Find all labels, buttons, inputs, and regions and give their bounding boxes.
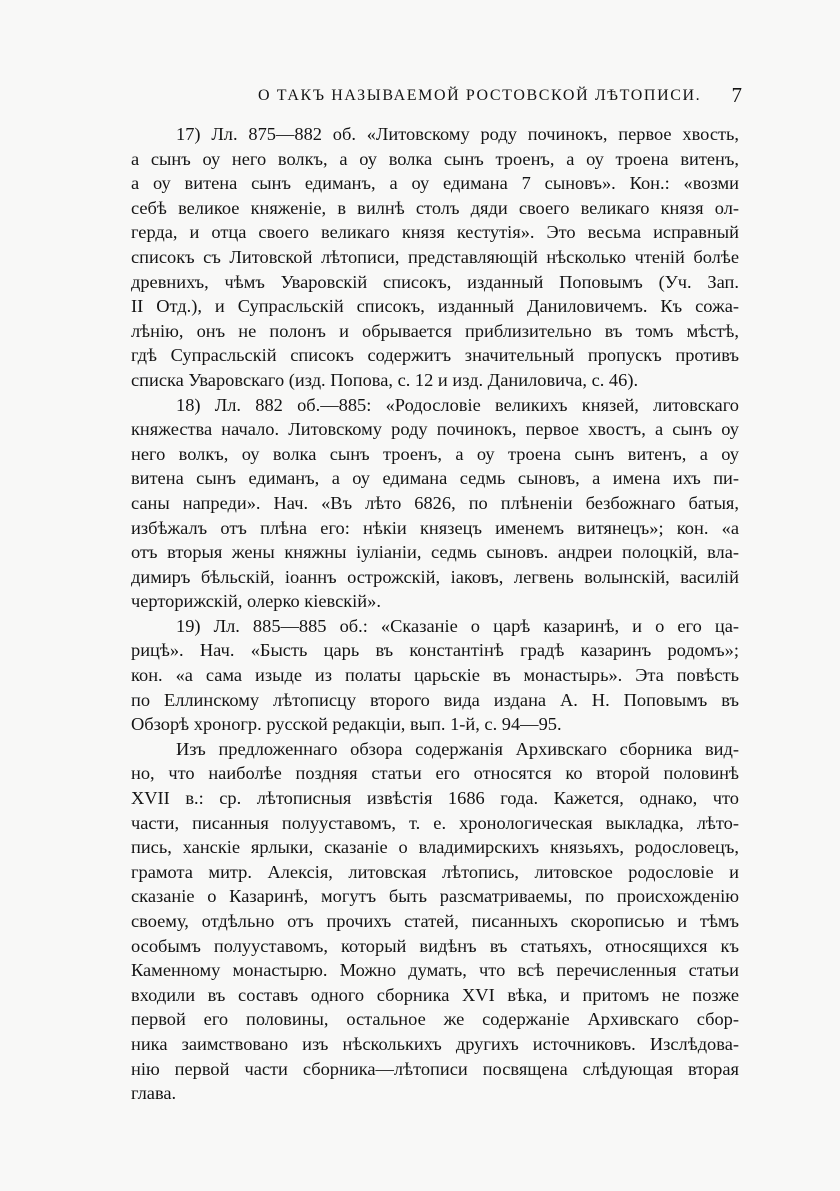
text-line: Обзорѣ хроногр. русской редакціи, вып. 1-й, с. 94—95.: [131, 714, 562, 735]
text-line: но, что наиболѣе поздняя статьи его относятся ко второй половинѣ: [131, 763, 739, 784]
text-line: отъ вторыя жены княжны іуліаніи, седмь сыновъ. андреи полоцкій, вла-: [131, 542, 739, 563]
body-text: [131, 122, 739, 1106]
text-line: черторижскій, олерко кіевскій».: [131, 591, 381, 612]
text-line: княжества начало. Литовскому роду починокъ, первое хвостъ, а сынъ оу: [131, 419, 739, 440]
text-line: а сынъ оу него волкъ, а оу волка сынъ троенъ, а оу троена витенъ,: [131, 148, 739, 169]
page-header: [130, 83, 742, 111]
text-line: входили въ составъ одного сборника XVI вѣка, и притомъ не позже: [131, 984, 739, 1005]
text-line: него волкъ, оу волка сынъ троенъ, а оу троена сынъ витенъ, а оу: [131, 443, 739, 464]
text-line: гдѣ Супрасльскій списокъ содержитъ значительный пропускъ противъ: [131, 345, 739, 366]
text-line: витена сынъ едиманъ, а оу едимана седмь сыновъ, а имена ихъ пи-: [131, 468, 739, 489]
text-line: сказаніе о Казаринѣ, могутъ быть разсматриваемы, по происхожденію: [131, 886, 739, 907]
text-line: древнихъ, чѣмъ Уваровскій списокъ, изданный Поповымъ (Уч. Зап.: [131, 271, 739, 292]
text-line: XVII в.: ср. лѣтописныя извѣстія 1686 года. Кажется, однако, что: [131, 788, 739, 809]
text-line: пись, ханскіе ярлыки, сказаніе о владимирскихъ князьяхъ, родословецъ,: [131, 837, 739, 858]
text-line: своему, отдѣльно отъ прочихъ статей, писанныхъ скорописью и тѣмъ: [131, 911, 739, 931]
text-line: списокъ съ Литовской лѣтописи, представляющій нѣсколько чтеній болѣе: [131, 246, 739, 267]
text-line: а оу витена сынъ едиманъ, а оу едимана 7 сыновъ». Кон.: «возми: [131, 173, 739, 194]
text-line: ника заимствовано изъ нѣсколькихъ другихъ источниковъ. Изслѣдова-: [131, 1033, 739, 1054]
text-line: по Еллинскому лѣтописцу второго вида издана А. Н. Поповымъ въ: [131, 689, 739, 710]
text-line: лѣнію, онъ не полонъ и обрывается приблизительно въ томъ мѣстѣ,: [131, 320, 739, 341]
running-title: О ТАКЪ НАЗЫВАЕМОЙ РОСТОВСКОЙ ЛѢТОПИСИ.: [258, 87, 702, 104]
text-line: первой его половины, остальное же содержаніе Архивскаго сбор-: [131, 1009, 739, 1030]
text-line: части, писанныя полууставомъ, т. е. хронологическая выкладка, лѣто-: [131, 812, 739, 833]
text-line: Каменному монастырю. Можно думать, что всѣ перечисленныя статьи: [131, 960, 739, 981]
text-line: списка Уваровскаго (изд. Попова, с. 12 и изд. Даниловича, с. 46).: [131, 369, 639, 390]
page-number: 7: [731, 83, 742, 107]
text-line: избѣжалъ отъ плѣна его: нѣкіи князецъ именемъ витянецъ»; кон. «а: [131, 517, 739, 538]
text-line: саны напреди». Нач. «Въ лѣто 6826, по плѣненіи безбожнаго батыя,: [131, 492, 739, 513]
text-line: II Отд.), и Супрасльскій списокъ, изданный Даниловичемъ. Къ сожа-: [131, 296, 739, 317]
text-line: себѣ великое княженіе, в вилнѣ столъ дяди своего великаго князя ол-: [131, 197, 739, 218]
text-line: 17) Лл. 875—882 об. «Литовскому роду починокъ, первое хвость,: [176, 124, 739, 144]
text-line: кон. «а сама изыде из полаты царьскіе въ монастырь». Эта повѣсть: [131, 665, 739, 686]
text-line: нію первой части сборника—лѣтописи посвящена слѣдующая вторая: [131, 1058, 739, 1079]
text-line: рицѣ». Нач. «Бысть царь въ константінѣ градѣ казаринъ родомъ»;: [131, 640, 739, 661]
text-line: Изъ предложеннаго обзора содержанія Архивскаго сборника вид-: [176, 738, 739, 759]
text-line: димиръ бѣльскій, іоаннъ острожскій, іаковъ, легвень волынскій, василій: [131, 566, 739, 587]
text-line: особымъ полууставомъ, который видѣнъ въ статьяхъ, относящихся къ: [131, 935, 739, 956]
text-line: 19) Лл. 885—885 об.: «Сказаніе о царѣ казаринѣ, и о его ца-: [176, 615, 739, 636]
text-line: грамота митр. Алексія, литовская лѣтопись, литовское родословіе и: [131, 861, 739, 882]
text-line: герда, и отца своего великаго князя кестутія». Это весьма исправный: [131, 222, 739, 243]
text-line: глава.: [131, 1083, 177, 1104]
text-line: 18) Лл. 882 об.—885: «Родословіе великихъ князей, литовскаго: [176, 394, 739, 415]
